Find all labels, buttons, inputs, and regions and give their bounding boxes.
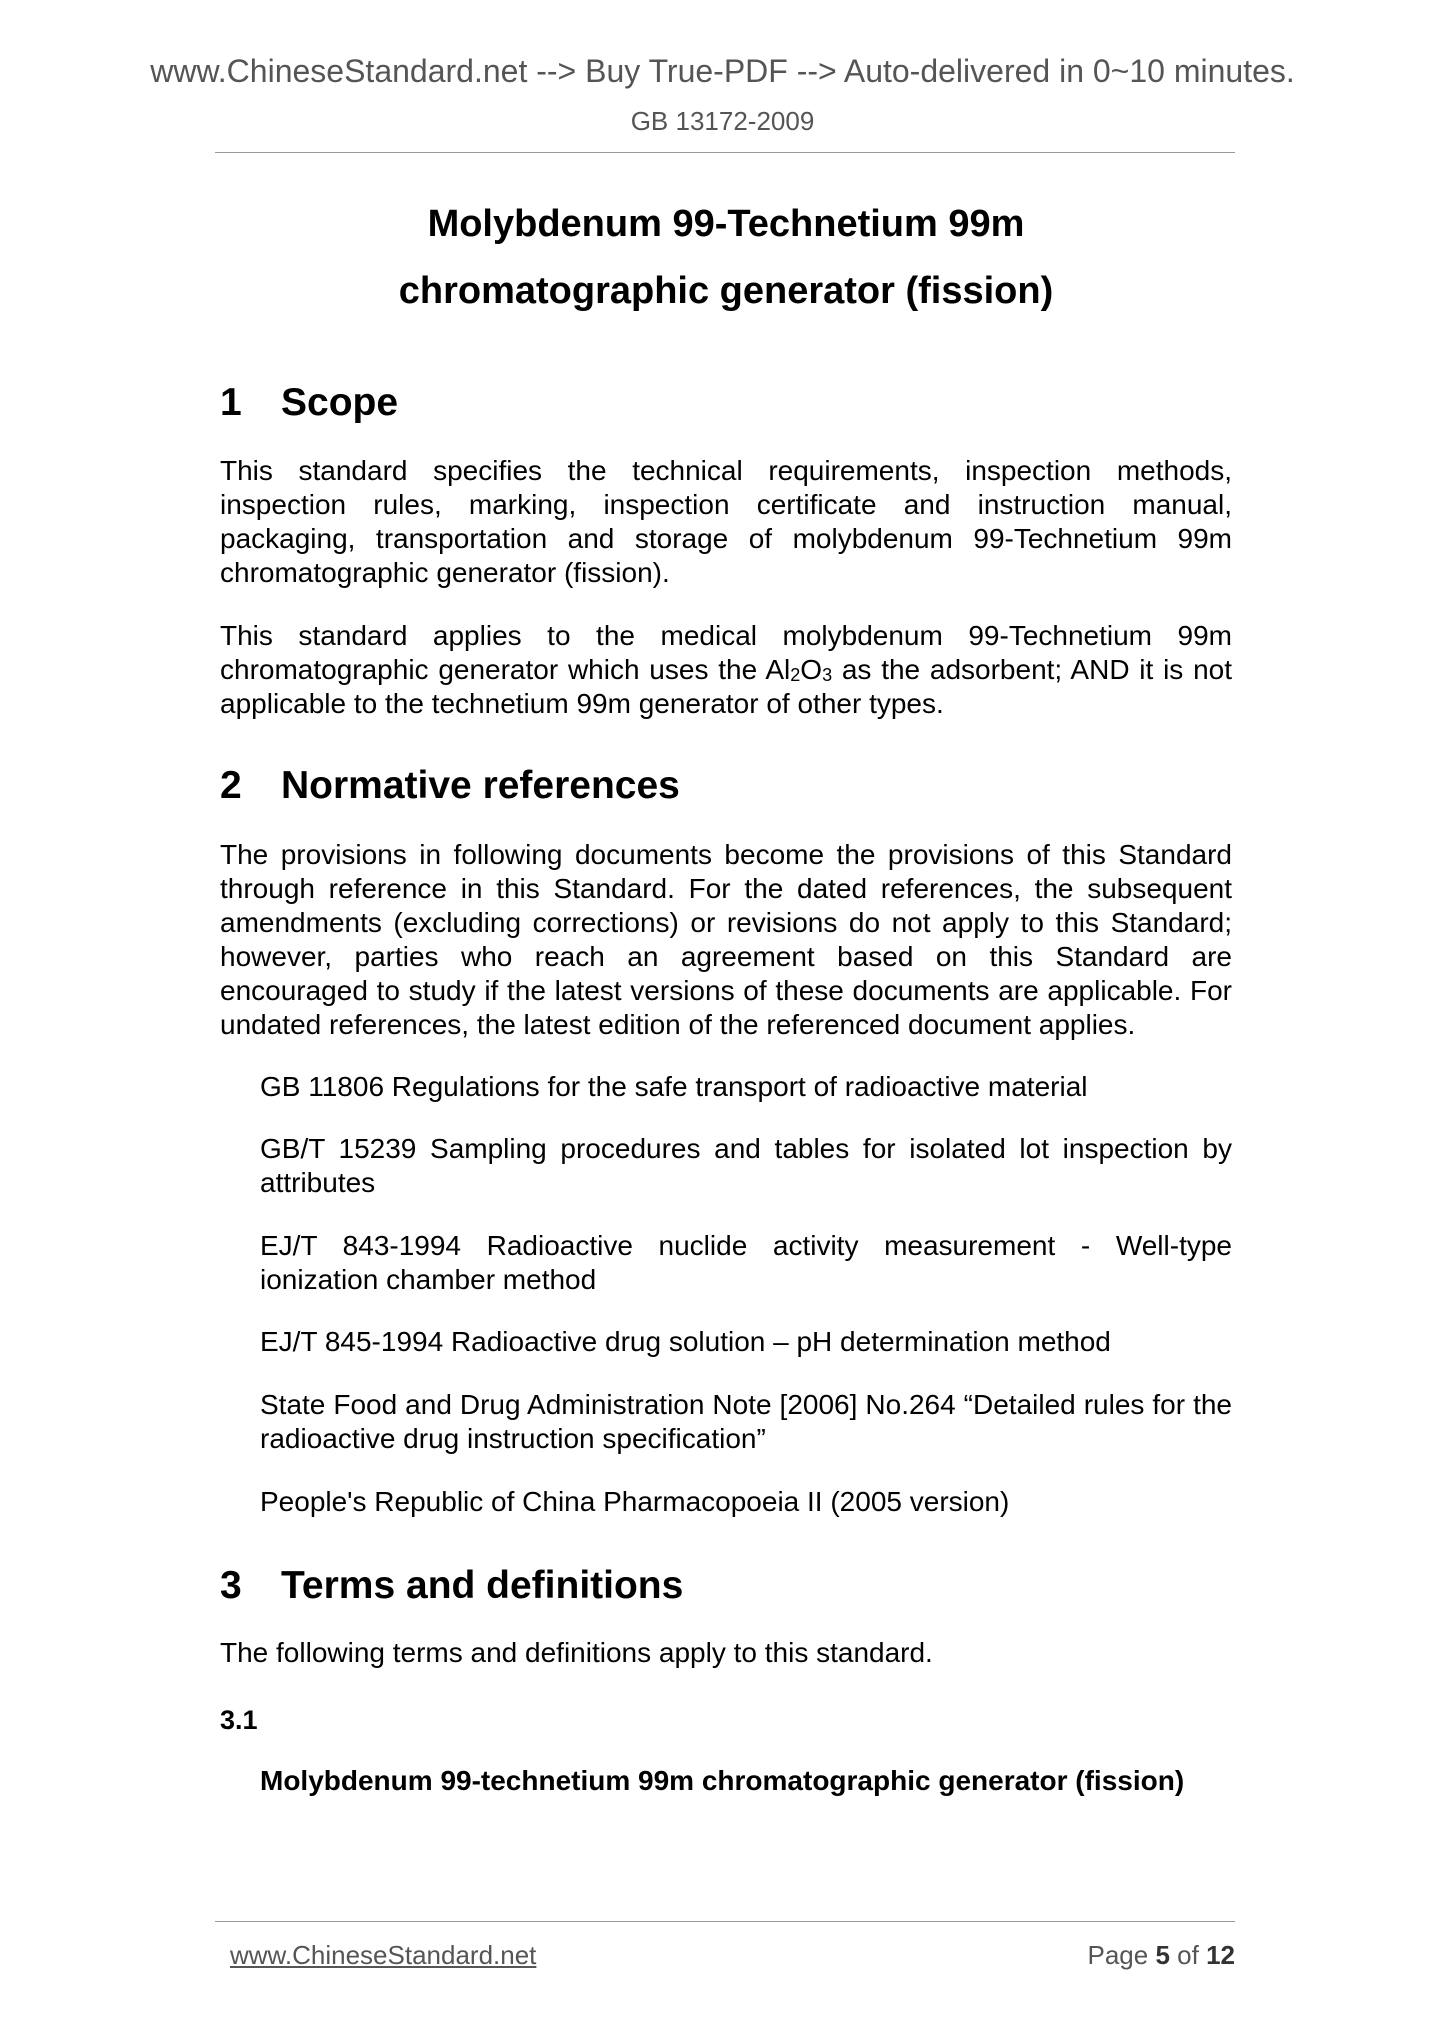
page-label: Page xyxy=(1087,1940,1149,1970)
scope-paragraph-2-text: O xyxy=(800,654,823,685)
section-title: Terms and definitions xyxy=(281,1564,684,1607)
reference-item: People's Republic of China Pharmacopoeia II (2005 version) xyxy=(260,1486,1010,1517)
scope-paragraph-1: This standard specifies the technical requirements, inspection methods, inspection rules, marking, inspection certificate and instruction manual, packaging, transportation and storage of molybdenum 99-Technetium 99m chromatographic generator (fission). xyxy=(220,455,1232,588)
page-total: 12 xyxy=(1206,1940,1235,1970)
page-indicator xyxy=(1087,1942,1235,1968)
clause-number: 3.1 xyxy=(220,1705,258,1735)
section-number: 2 xyxy=(220,764,242,807)
reference-item: GB/T 15239 Sampling procedures and tables for isolated lot inspection by attributes xyxy=(260,1133,1232,1198)
normative-intro: The provisions in following documents become the provisions of this Standard through reference in this Standard. For the dated references, the subsequent amendments (excluding corrections) or revisions do not apply to this Standard; however, parties who reach an agreement based on this Standard are encouraged to study if the latest versions of these documents are applicable. For undated references, the latest edition of the referenced document applies. xyxy=(220,839,1232,1040)
scope-paragraph-2-text: This standard applies to the medical molybdenum 99-Technetium 99m chromatographic generator which uses the Al xyxy=(220,620,1232,685)
terms-intro: The following terms and definitions apply to this standard. xyxy=(220,1637,933,1668)
scope-paragraph-2-text: as the adsorbent; AND it is not applicable to the technetium 99m generator of other types. xyxy=(220,654,1232,719)
reference-item: GB 11806 Regulations for the safe transport of radioactive material xyxy=(260,1071,1088,1102)
footer-divider xyxy=(215,1921,1235,1922)
section-heading-normative-references xyxy=(220,766,680,805)
section-title: Normative references xyxy=(281,764,680,807)
reference-item: EJ/T 843-1994 Radioactive nuclide activity measurement - Well-type ionization chamber method xyxy=(260,1230,1232,1295)
scope-paragraph-2 xyxy=(220,619,1232,721)
reference-item: EJ/T 845-1994 Radioactive drug solution – pH determination method xyxy=(260,1326,1111,1357)
section-number: 3 xyxy=(220,1564,242,1607)
footer-site-link[interactable]: www.ChineseStandard.net xyxy=(230,1940,537,1970)
section-heading-terms-and-definitions xyxy=(220,1566,683,1605)
page-of: of xyxy=(1177,1940,1199,1970)
term-heading: Molybdenum 99-technetium 99m chromatographic generator (fission) xyxy=(260,1765,1185,1796)
document-title-line-1: Molybdenum 99-Technetium 99m xyxy=(427,203,1025,245)
subscript: 2 xyxy=(790,665,801,685)
document-id: GB 13172-2009 xyxy=(630,106,815,136)
section-heading-scope xyxy=(220,383,398,422)
header-banner[interactable]: www.ChineseStandard.net --> Buy True-PDF --> Auto-delivered in 0~10 minutes. xyxy=(150,53,1295,89)
subscript: 3 xyxy=(822,665,833,685)
section-number: 1 xyxy=(220,381,242,424)
header-divider xyxy=(215,152,1235,153)
page-current: 5 xyxy=(1155,1940,1170,1970)
section-title: Scope xyxy=(281,381,399,424)
reference-item: State Food and Drug Administration Note [2006] No.264 “Detailed rules for the radioactive drug instruction specification” xyxy=(260,1389,1232,1454)
document-title-line-2: chromatographic generator (fission) xyxy=(398,270,1054,312)
